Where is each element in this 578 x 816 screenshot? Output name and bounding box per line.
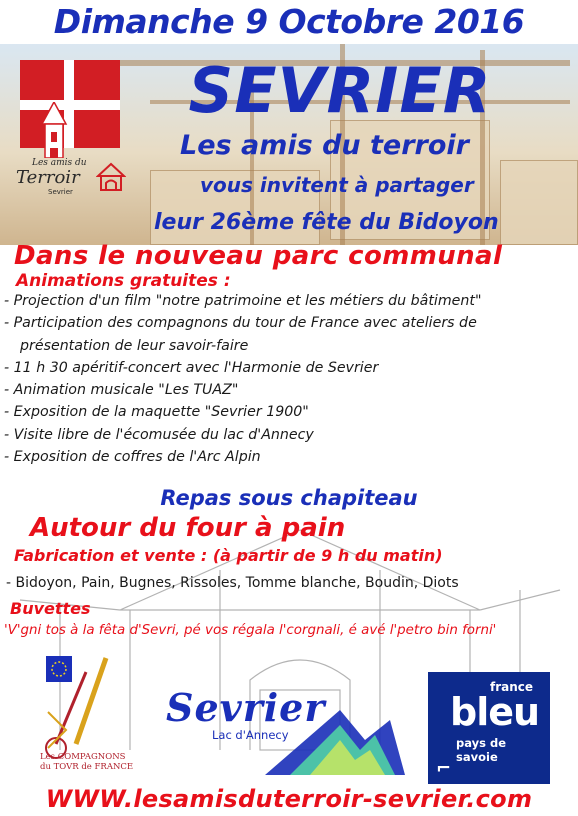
event-date: Dimanche 9 Octobre 2016 (0, 0, 578, 44)
invite-text: vous invitent à partager (200, 173, 474, 197)
list-item: présentation de leur savoir-faire (20, 337, 249, 354)
sevrier-logo-sub: Lac d'Annecy (212, 728, 289, 742)
list-item: - Participation des compagnons du tour de France avec ateliers de (4, 315, 477, 332)
church-icon (36, 102, 72, 158)
fb-france-text: france (490, 680, 534, 694)
logo-line3: Sevrier (48, 188, 73, 196)
compagnons-line2: du TOVR de FRANCE (40, 762, 134, 772)
animations-list (4, 290, 576, 468)
logo-line2: Terroir (16, 167, 80, 188)
four-title: Autour du four à pain (30, 513, 346, 543)
compagnons-line1: Les COMPAGNONS (40, 752, 126, 762)
list-item: - Animation musicale "Les TUAZ" (4, 382, 239, 399)
terroir-logo (14, 60, 124, 208)
list-item: - Exposition de la maquette "Sevrier 1900" (4, 404, 309, 421)
fabrication-text: Fabrication et vente : (à partir de 9 h du matin) (14, 546, 443, 565)
oven-icon (96, 162, 126, 192)
france-bleu-logo (428, 672, 550, 784)
fb-bleu-text: bleu (450, 690, 540, 734)
buvettes-text: Buvettes (10, 599, 91, 618)
patois-quote: 'V'gni tos à la fêta d'Sevri, pé vos régala l'corgnali, é avé l'petro bin forni' (4, 623, 497, 638)
list-item: - Projection d'un film "notre patrimoine et les métiers du bâtiment" (4, 293, 482, 309)
website-link[interactable]: WWW.lesamisduterroir-sevrier.com (45, 785, 533, 813)
compagnons-text (40, 752, 150, 772)
association-name: Les amis du terroir (180, 130, 469, 161)
fete-text: leur 26ème fête du Bidoyon (154, 210, 499, 235)
produits-text: - Bidoyon, Pain, Bugnes, Rissoles, Tomme blanche, Boudin, Diots (6, 575, 459, 591)
sevrier-logo-word: Sevrier (166, 685, 326, 730)
list-item: - Visite libre de l'écomusée du lac d'Annecy (4, 426, 314, 443)
town-title: SEVRIER (188, 54, 492, 127)
list-item: - 11 h 30 apéritif-concert avec l'Harmonie de Sevrier (4, 359, 379, 376)
repas-heading: Repas sous chapiteau (160, 486, 418, 510)
list-item: - Exposition de coffres de l'Arc Alpin (4, 449, 261, 466)
fb-pays-text: pays de savoie (456, 736, 507, 764)
radio-france-icon: ⌐ (436, 758, 452, 779)
parc-heading: Dans le nouveau parc communal (14, 241, 503, 271)
animations-title: Animations gratuites : (16, 271, 231, 291)
logo-line1: Les amis du (32, 158, 87, 168)
